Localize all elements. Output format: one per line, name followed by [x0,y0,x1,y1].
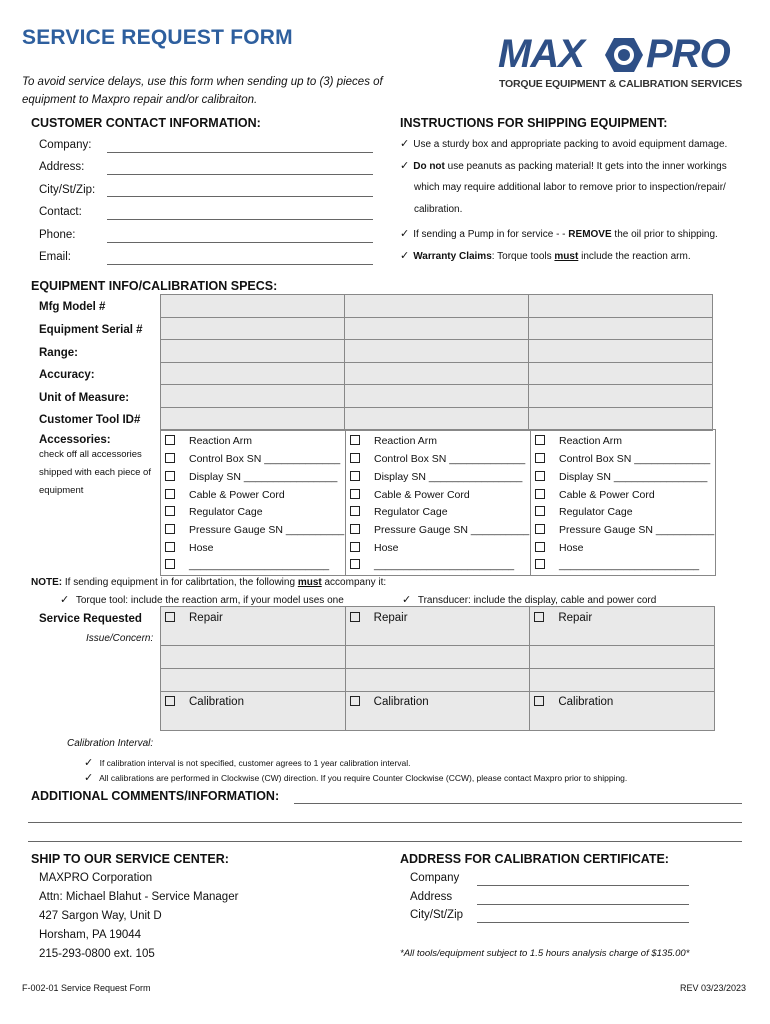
spec-cell[interactable] [161,385,345,408]
cert-city-label: City/St/Zip [410,909,464,921]
checkbox[interactable] [350,489,360,499]
table-row [161,362,713,385]
repair-cell[interactable] [161,607,346,646]
accessory-regulator[interactable]: Regulator Cage [535,506,633,518]
checkbox[interactable] [165,524,175,534]
repair-option[interactable]: Repair [530,607,714,629]
ship-to-line: 215-293-0800 ext. 105 [39,948,155,960]
calibration-note-1: ✓ If calibration interval is not specified, customer agrees to 1 year calibration interval. [84,757,411,769]
spec-cell[interactable] [345,295,529,318]
issue-cell[interactable] [345,669,530,692]
service-requested-label: Service Requested [39,613,142,625]
ship-instruction-2-cont: which may require additional labor to remove prior to inspection/repair/ [414,182,726,193]
spec-cell[interactable] [345,340,529,363]
accessories-note-2: shipped with each piece of [39,467,151,478]
ship-instruction-2: ✓ Do not use peanuts as packing material! It gets into the inner workings [400,160,727,172]
repair-cell[interactable] [530,607,715,646]
checkbox[interactable] [535,453,545,463]
accessory-hose[interactable]: Hose [165,542,214,554]
check-icon: ✓ [400,250,410,262]
ship-instruction-2-cont2: calibration. [414,204,463,215]
accessories-column-1 [161,430,346,575]
checkbox[interactable] [350,542,360,552]
checkbox[interactable] [165,471,175,481]
serial-label: Equipment Serial # [39,324,143,336]
repair-option[interactable]: Repair [161,607,345,629]
tool-id-label: Customer Tool ID# [39,414,141,426]
checkbox[interactable] [350,435,360,445]
revision-date: REV 03/23/2023 [680,983,747,993]
issue-cell[interactable] [530,646,715,669]
table-row [161,340,713,363]
comments-line-2[interactable] [28,822,742,823]
accessory-other[interactable]: ________________________ [535,559,699,571]
spec-cell[interactable] [345,407,529,430]
checkbox[interactable] [350,506,360,516]
accessory-other[interactable]: ________________________ [165,559,329,571]
ship-instruction-3: ✓ If sending a Pump in for service - - REMOVE the oil prior to shipping. [400,228,718,240]
accessory-gauge[interactable]: Pressure Gauge SN __________ [535,524,714,536]
check-icon: ✓ [400,228,410,240]
table-row [161,295,713,318]
hex-nut-icon [604,36,644,74]
accessory-regulator[interactable]: Regulator Cage [350,506,448,518]
company-label: Company: [39,139,92,151]
note-torque-tool: ✓ Torque tool: include the reaction arm, if your model uses one [60,594,344,606]
checkbox[interactable] [535,524,545,534]
accessory-display[interactable]: Display SN ________________ [535,471,707,483]
table-row [161,317,713,340]
accessory-other[interactable]: ________________________ [350,559,514,571]
accessory-display[interactable]: Display SN ________________ [350,471,522,483]
contact-heading: CUSTOMER CONTACT INFORMATION: [31,116,261,130]
table-row [161,669,715,692]
mfg-model-label: Mfg Model # [39,301,106,313]
ship-to-line: 427 Sargon Way, Unit D [39,910,162,922]
equipment-heading: EQUIPMENT INFO/CALIBRATION SPECS: [31,279,278,293]
check-icon: ✓ [84,757,94,769]
accessory-regulator[interactable]: Regulator Cage [165,506,263,518]
checkbox[interactable] [535,559,545,569]
address-label: Address: [39,161,85,173]
spec-cell[interactable] [529,340,713,363]
accessory-control-box[interactable]: Control Box SN _____________ [350,453,525,465]
cert-city-field[interactable] [477,922,689,923]
accessory-gauge[interactable]: Pressure Gauge SN __________ [350,524,529,536]
phone-field[interactable] [107,242,373,243]
issue-concern-label: Issue/Concern: [86,633,154,644]
spec-cell[interactable] [161,340,345,363]
accessory-control-box[interactable]: Control Box SN _____________ [535,453,710,465]
accessories-column-2 [346,430,531,575]
ship-instruction-4: ✓ Warranty Claims: Torque tools must include the reaction arm. [400,250,691,262]
checkbox[interactable] [535,489,545,499]
calibration-interval-label: Calibration Interval: [67,738,154,749]
spec-cell[interactable] [529,385,713,408]
repair-option[interactable]: Repair [346,607,530,629]
checkbox[interactable] [350,471,360,481]
calibration-cell[interactable] [530,692,715,731]
accessories-note-1: check off all accessories [39,449,142,460]
checkbox[interactable] [350,559,360,569]
accessory-gauge[interactable]: Pressure Gauge SN __________ [165,524,344,536]
checkbox[interactable] [165,559,175,569]
address-field[interactable] [107,174,373,175]
phone-label: Phone: [39,229,76,241]
ship-to-line: Attn: Michael Blahut - Service Manager [39,891,239,903]
cert-address-label: Address [410,891,453,903]
accessory-cable[interactable]: Cable & Power Cord [535,489,655,501]
table-row [161,692,715,731]
page-title: SERVICE REQUEST FORM [22,26,293,49]
check-icon: ✓ [402,594,412,606]
accessories-grid [160,429,716,576]
checkbox[interactable] [535,471,545,481]
accessory-display[interactable]: Display SN ________________ [165,471,337,483]
cert-address-field[interactable] [477,904,689,905]
checkbox[interactable] [534,612,544,622]
repair-cell[interactable] [345,607,530,646]
service-request-table [160,606,715,731]
ship-to-heading: SHIP TO OUR SERVICE CENTER: [31,852,229,866]
cert-company-label: Company [410,872,460,884]
checkbox[interactable] [350,612,360,622]
equipment-spec-table [160,294,713,431]
checkbox[interactable] [350,524,360,534]
maxpro-logo [496,34,748,94]
calibration-cell[interactable] [345,692,530,731]
company-field[interactable] [107,152,373,153]
check-icon: ✓ [400,160,410,172]
certificate-heading: ADDRESS FOR CALIBRATION CERTIFICATE: [400,852,669,866]
accessories-note-3: equipment [39,485,84,496]
city-label: City/St/Zip: [39,184,96,196]
ship-to-line: MAXPRO Corporation [39,872,153,884]
checkbox[interactable] [165,506,175,516]
range-label: Range: [39,347,78,359]
spec-cell[interactable] [161,362,345,385]
table-row [161,407,713,430]
issue-cell[interactable] [345,646,530,669]
issue-cell[interactable] [530,669,715,692]
issue-cell[interactable] [161,669,346,692]
accessories-label: Accessories: [39,434,111,446]
checkbox[interactable] [350,696,360,706]
unit-label: Unit of Measure: [39,392,130,404]
checkbox[interactable] [534,696,544,706]
accessory-cable[interactable]: Cable & Power Cord [350,489,470,501]
spec-cell[interactable] [345,362,529,385]
accessory-control-box[interactable]: Control Box SN _____________ [165,453,340,465]
issue-cell[interactable] [161,646,346,669]
table-row [161,646,715,669]
spec-cell[interactable] [345,317,529,340]
comments-line-3[interactable] [28,841,742,842]
checkbox[interactable] [165,696,175,706]
check-icon: ✓ [60,594,70,606]
spec-cell[interactable] [529,295,713,318]
check-icon: ✓ [400,138,410,150]
logo-left-text: MAX [498,32,584,76]
contact-field[interactable] [107,219,373,220]
accessory-hose[interactable]: Hose [350,542,399,554]
checkbox[interactable] [535,542,545,552]
accessory-cable[interactable]: Cable & Power Cord [165,489,285,501]
accuracy-label: Accuracy: [39,369,95,381]
check-icon: ✓ [84,772,94,784]
calibration-note-2: ✓ All calibrations are performed in Clockwise (CW) direction. If you require Counter Clockwise (CCW), please contact Maxpro prior to shipping. [84,772,628,784]
checkbox[interactable] [165,542,175,552]
checkbox[interactable] [165,435,175,445]
spec-cell[interactable] [161,407,345,430]
email-label: Email: [39,251,71,263]
ship-instruction-1: ✓ Use a sturdy box and appropriate packing to avoid equipment damage. [400,138,728,150]
form-id: F-002-01 Service Request Form [22,983,151,993]
logo-subtitle: TORQUE EQUIPMENT & CALIBRATION SERVICES [499,78,743,90]
table-row [161,607,715,646]
accessory-reaction-arm[interactable]: Reaction Arm [165,435,252,447]
calibration-note: NOTE: If sending equipment in for calibrtation, the following must accompany it: [31,577,387,588]
calibration-option[interactable]: Calibration [346,692,530,712]
logo-right-text: PRO [646,32,730,76]
spec-cell[interactable] [529,362,713,385]
intro-text: To avoid service delays, use this form when sending up to (3) pieces of equipment to Maxpro repair and/or calibraiton. [22,76,383,106]
calibration-cell[interactable] [161,692,346,731]
checkbox[interactable] [535,435,545,445]
shipping-heading: INSTRUCTIONS FOR SHIPPING EQUIPMENT: [400,116,668,130]
spec-cell[interactable] [529,317,713,340]
ship-to-line: Horsham, PA 19044 [39,929,142,941]
accessory-hose[interactable]: Hose [535,542,584,554]
accessory-reaction-arm[interactable]: Reaction Arm [350,435,437,447]
table-row [161,385,713,408]
checkbox[interactable] [535,506,545,516]
calibration-option[interactable]: Calibration [530,692,714,712]
checkbox[interactable] [350,453,360,463]
email-field[interactable] [107,264,373,265]
contact-label: Contact: [39,206,82,218]
calibration-option[interactable]: Calibration [161,692,345,712]
note-transducer: ✓ Transducer: include the display, cable and power cord [402,594,657,606]
spec-cell[interactable] [529,407,713,430]
city-field[interactable] [107,196,373,197]
cert-company-field[interactable] [477,885,689,886]
checkbox[interactable] [165,453,175,463]
accessories-column-3 [531,430,716,575]
spec-cell[interactable] [345,385,529,408]
checkbox[interactable] [165,489,175,499]
comments-line-1[interactable] [294,803,742,804]
spec-cell[interactable] [161,317,345,340]
checkbox[interactable] [165,612,175,622]
accessory-reaction-arm[interactable]: Reaction Arm [535,435,622,447]
spec-cell[interactable] [161,295,345,318]
comments-heading: ADDITIONAL COMMENTS/INFORMATION: [31,789,280,803]
analysis-charge-note: *All tools/equipment subject to 1.5 hours analysis charge of $135.00* [400,948,690,959]
